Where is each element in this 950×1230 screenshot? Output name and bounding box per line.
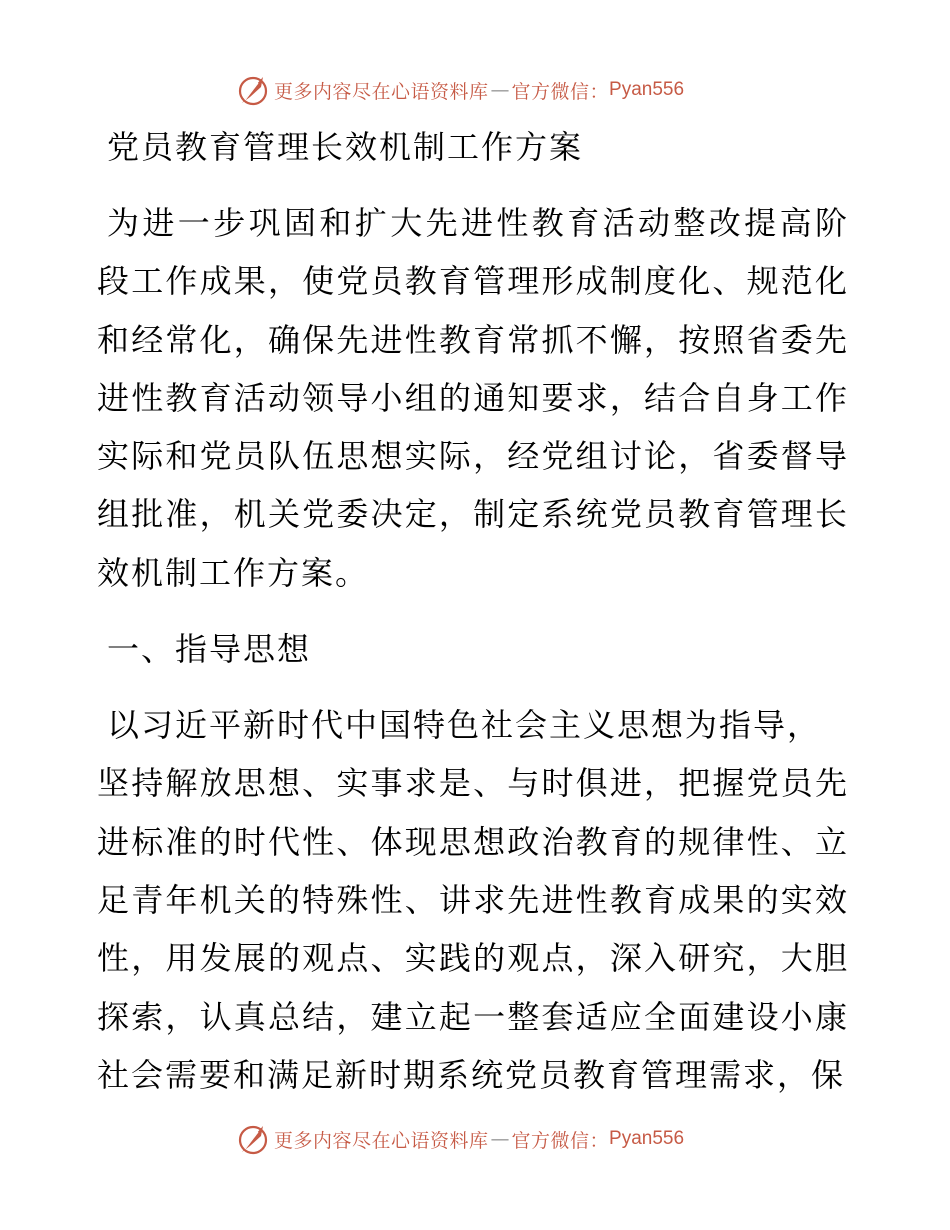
section-paragraph-first-line: 以习近平新时代中国特色社会主义思想为指导， — [107, 706, 822, 745]
section-paragraph-guiding-ideology — [97, 696, 849, 1104]
watermark-site-text: 更多内容尽在心语资料库 — [274, 1129, 489, 1152]
section-heading-guiding-ideology: 一、指导思想 — [107, 630, 312, 669]
watermark-separator: — — [490, 1128, 510, 1150]
watermark-separator: — — [490, 79, 510, 101]
watermark-wechat-label: 官方微信： — [511, 1129, 610, 1152]
watermark-banner-bottom — [236, 1121, 684, 1157]
watermark-wechat-id: Pyan556 — [609, 1128, 685, 1149]
watermark-banner-top — [236, 72, 684, 108]
document-body — [97, 118, 849, 1104]
document-title: 党员教育管理长效机制工作方案 — [107, 128, 584, 166]
watermark-site-text: 更多内容尽在心语资料库 — [274, 80, 489, 103]
section-paragraph-continuation: 坚持解放思想、实事求是、与时俱进，把握党员先进标准的时代性、体现思想政治教育的规律性、立足青年机关的特殊性、讲求先进性教育成果的实效性，用发展的观点、实践的观点，深入研究，大胆探索，认真总结，建立起一整套适应全面建设小康社会需要和满足新时期系统党员教育管理需求，保 — [97, 764, 849, 1094]
watermark-wechat-id: Pyan556 — [609, 79, 685, 100]
intro-paragraph: 为进一步巩固和扩大先进性教育活动整改提高阶段工作成果，使党员教育管理形成制度化、规范化和经常化，确保先进性教育常抓不懈，按照省委先进性教育活动领导小组的通知要求，结合自身工作实际和党员队伍思想实际，经党组讨论，省委督导组批准，机关党委决定，制定系统党员教育管理长效机制工作方案。 — [97, 204, 849, 592]
quill-pen-logo-icon — [236, 1122, 270, 1156]
watermark-wechat-label: 官方微信： — [511, 80, 610, 103]
quill-pen-logo-icon — [236, 73, 270, 107]
